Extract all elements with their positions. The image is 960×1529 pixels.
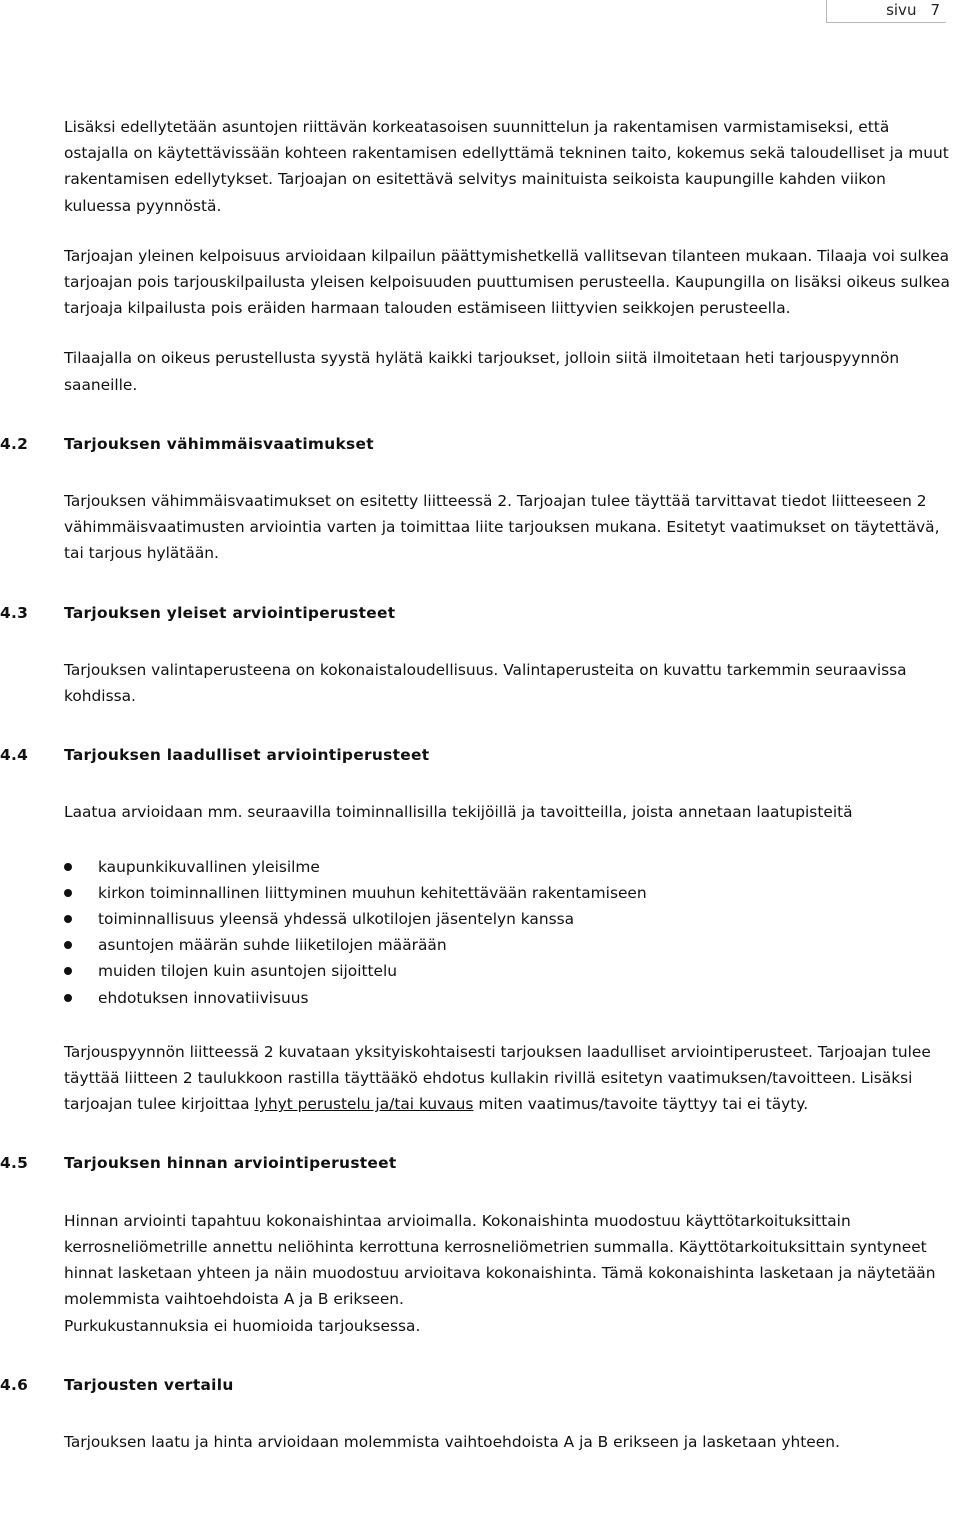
intro-paragraph-2: Tarjoajan yleinen kelpoisuus arvioidaan kilpailun päättymishetkellä vallitsevan tilanteen mukaan. Tilaaja voi sulkea tarjoajan pois tarjouskilpailusta yleisen kelpoisuuden puuttumisen perusteella. Kaupungilla on lisäksi oikeus sulkea tarjoaja kilpailusta pois eräiden harmaan talouden estämiseen liittyvien seikkojen perusteella. <box>64 246 950 318</box>
bullet-icon <box>64 994 72 1002</box>
section-number: 4.6 <box>0 1375 29 1394</box>
section-4-6-heading <box>0 1372 956 1398</box>
quality-criteria-list <box>64 854 956 1011</box>
list-item <box>64 985 956 1011</box>
section-4-5-paragraph-2: Purkukustannuksia ei huomioida tarjouksessa. <box>64 1316 421 1335</box>
section-4-4-heading <box>0 742 956 768</box>
list-item <box>64 932 956 958</box>
section-4-6-paragraph: Tarjouksen laatu ja hinta arvioidaan molemmista vaihtoehdoista A ja B erikseen ja lasketaan yhteen. <box>64 1432 840 1451</box>
section-number: 4.5 <box>0 1154 29 1173</box>
section-4-4-paragraph-2 <box>64 1039 956 1118</box>
page-number: 7 <box>930 1 940 19</box>
section-number: 4.2 <box>0 434 29 453</box>
list-item-text: kirkon toiminnallinen liittyminen muuhun kehitettävään rakentamiseen <box>98 883 647 902</box>
section-4-3-paragraph: Tarjouksen valintaperusteena on kokonaistaloudellisuus. Valintaperusteita on kuvattu tarkemmin seuraavissa kohdissa. <box>64 660 907 706</box>
paragraph-text: miten vaatimus/tavoite täyttyy tai ei täyty. <box>473 1095 809 1114</box>
list-item-text: kaupunkikuvallinen yleisilme <box>98 857 320 876</box>
section-4-2-paragraph: Tarjouksen vähimmäisvaatimukset on esitetty liitteessä 2. Tarjoajan tulee täyttää tarvittavat tiedot liitteeseen 2 vähimmäisvaatimusten arviointia varten ja toimittaa liite tarjouksen mukana. Esitetyt vaatimukset on täytettävä, tai tarjous hylätään. <box>64 492 940 563</box>
list-item <box>64 958 956 984</box>
underlined-text: lyhyt perustelu ja/tai kuvaus <box>254 1095 474 1114</box>
bullet-icon <box>64 941 72 949</box>
intro-paragraph-1: Lisäksi edellytetään asuntojen riittävän korkeatasoisen suunnittelun ja rakentamisen varmistamiseksi, että ostajalla on käytettävissään kohteen rakentamisen edellyttämä tekninen taito, kokemus sekä taloudelliset ja muut rakentamisen edellytykset. Tarjoajan on esitettävä selvitys mainituista seikoista kaupungille kahden viikon kuluessa pyynnöstä. <box>64 118 949 215</box>
document-body <box>0 114 956 1455</box>
list-item <box>64 906 956 932</box>
bullet-icon <box>64 967 72 975</box>
bullet-icon <box>64 915 72 923</box>
section-title: Tarjouksen vähimmäisvaatimukset <box>64 434 374 453</box>
section-4-5-heading <box>0 1150 956 1176</box>
paragraph-text: Tarjouspyynnön liitteessä 2 kuvataan yksityiskohtaisesti tarjouksen laadulliset arviointiperusteet. Tarjoajan tulee täyttää liitteen 2 taulukkoon rastilla täyttääkö ehdotus kullakin rivillä esitetyn vaatimuksen/tavoitteen. Lisäksi tarjoajan tulee kirjoittaa <box>64 1042 931 1114</box>
section-number: 4.4 <box>0 746 29 765</box>
bullet-icon <box>64 889 72 897</box>
list-item-text: ehdotuksen innovatiivisuus <box>98 988 309 1007</box>
page-number-box <box>826 0 946 23</box>
section-title: Tarjousten vertailu <box>64 1375 234 1394</box>
section-4-3-heading <box>0 600 956 626</box>
list-item-text: toiminnallisuus yleensä yhdessä ulkotilojen jäsentelyn kanssa <box>98 910 575 929</box>
section-4-4-paragraph-1: Laatua arvioidaan mm. seuraavilla toiminnallisilla tekijöillä ja tavoitteilla, joista annetaan laatupisteitä <box>64 803 853 822</box>
section-4-5-paragraph-1: Hinnan arviointi tapahtuu kokonaishintaa arvioimalla. Kokonaishinta muodostuu käyttötarkoituksittain kerrosneliömetrille annettu neliöhinta kerrottuna kerrosneliömetrien summalla. Käyttötarkoituksittain syntyneet hinnat lasketaan yhteen ja näin muodostuu arvioitava kokonaishinta. Tämä kokonaishinta lasketaan ja näytetään molemmista vaihtoehdoista A ja B erikseen. <box>64 1211 936 1309</box>
list-item <box>64 854 956 880</box>
section-title: Tarjouksen laadulliset arviointiperusteet <box>64 746 430 765</box>
list-item <box>64 880 956 906</box>
list-item-text: asuntojen määrän suhde liiketilojen määrään <box>98 936 447 955</box>
bullet-icon <box>64 863 72 871</box>
section-title: Tarjouksen hinnan arviointiperusteet <box>64 1154 397 1173</box>
page-label: sivu <box>886 1 917 19</box>
list-item-text: muiden tilojen kuin asuntojen sijoittelu <box>98 962 398 981</box>
intro-paragraph-3: Tilaajalla on oikeus perustellusta syystä hylätä kaikki tarjoukset, jolloin siitä ilmoitetaan heti tarjouspyynnön saaneille. <box>64 349 900 394</box>
section-title: Tarjouksen yleiset arviointiperusteet <box>64 603 396 622</box>
section-number: 4.3 <box>0 603 29 622</box>
section-4-2-heading <box>0 431 956 457</box>
